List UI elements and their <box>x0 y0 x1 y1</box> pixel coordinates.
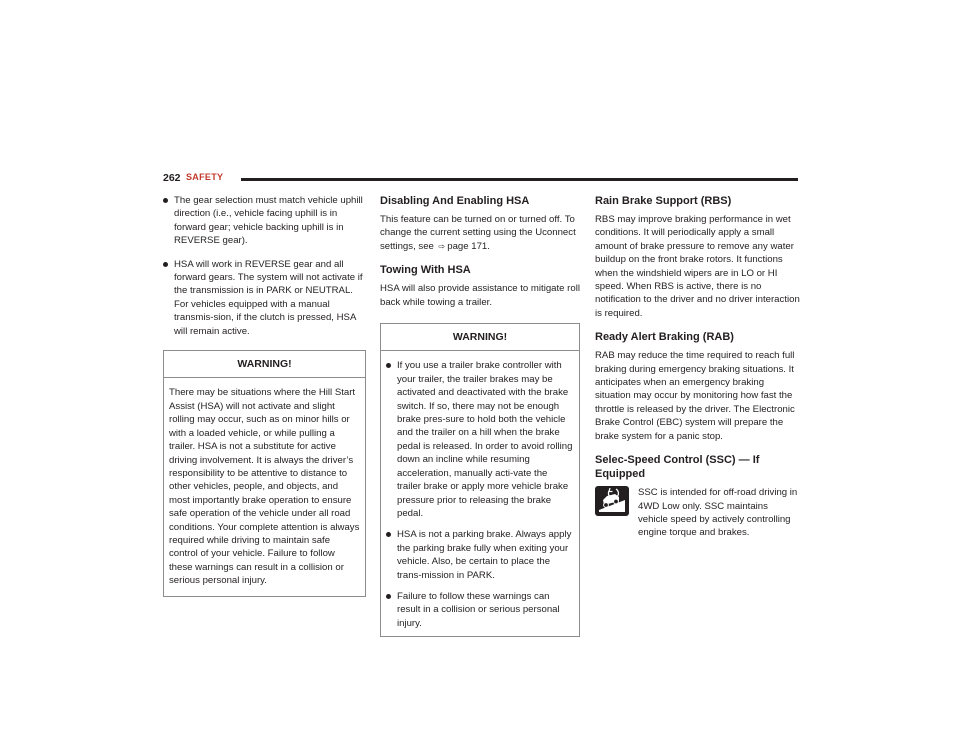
bullet-list <box>163 194 366 338</box>
list-item <box>163 194 366 248</box>
list-item-text: HSA is not a parking brake. Always apply the parking brake fully when exiting your vehicle. Also, be certain to place the trans-mission in PARK. <box>397 529 572 581</box>
ssc-description <box>595 486 800 540</box>
list-item-text: HSA will work in REVERSE gear and all forward gears. The system will not activate if the transmission is in PARK or NEUTRAL. For vehicles equipped with a manual transmis-sion, if the clutch is pressed, HSA will remain active. <box>174 258 363 337</box>
paragraph-text: This feature can be turned on or turned off. To change the current setting using the Uconnect settings, see <box>380 214 576 252</box>
warning-body <box>381 351 579 636</box>
list-item-text: The gear selection must match vehicle uphill direction (i.e., vehicle facing uphill is in forward gear; vehicle backing uphill is in REVERSE gear). <box>174 195 363 247</box>
column-2 <box>380 194 580 637</box>
page-header <box>163 172 798 188</box>
warning-bullet-list <box>386 359 574 630</box>
paragraph: RAB may reduce the time required to reach full braking during emergency braking situations. It anticipates when an emergency braking situation may occur by monitoring how fast the throttle is released by the driver. The Electronic Brake Control (EBC) system will prepare the brake system for a panic stop. <box>595 350 795 442</box>
heading-selec-speed-control: Selec-Speed Control (SSC) — If Equipped <box>595 454 760 481</box>
warning-box-hsa <box>163 350 366 597</box>
heading-disabling-enabling-hsa: Disabling And Enabling HSA <box>380 195 530 207</box>
list-item <box>163 258 366 338</box>
warning-box-trailer <box>380 323 580 637</box>
warning-body <box>164 378 365 595</box>
warning-title: WARNING! <box>164 351 365 378</box>
heading-rain-brake-support: Rain Brake Support (RBS) <box>595 195 732 207</box>
page-reference-link[interactable]: page 171. <box>447 240 490 252</box>
bullet-icon <box>386 594 391 599</box>
list-item <box>386 359 574 520</box>
list-item-text: Failure to follow these warnings can result in a collision or serious personal injury. <box>397 590 560 629</box>
column-1 <box>163 194 366 597</box>
ssc-downhill-vehicle-icon <box>595 486 629 516</box>
heading-ready-alert-braking: Ready Alert Braking (RAB) <box>595 331 734 344</box>
list-item-text: If you use a trailer brake controller with your trailer, the trailer brakes may be activated and deactivated with the brake switch. If so, there may not be enough brake pres-sure to hold both the vehicle and the trailer on a hill when the brake pedal is released. In order to avoid rolling down an incline while resuming acceleration, manually acti-vate the trailer brake or apply more vehicle brake pressure prior to releasing the brake pedal. <box>397 360 573 519</box>
warning-text: There may be situations where the Hill Start Assist (HSA) will not activate and slight rolling may occur, such as on minor hills or with a loaded vehicle, or while pulling a trailer. HSA is not a substitute for active driving involvement. It is always the driver’s responsibility to be attentive to distance to other vehicles, people, and objects, and most importantly brake operation to ensure safe operation of the vehicle under all road conditions. Your complete attention is always required while driving to maintain safe control of your vehicle. Failure to follow these warnings can result in a collision or serious personal injury. <box>169 387 360 587</box>
warning-title: WARNING! <box>381 324 579 351</box>
bullet-icon <box>386 532 391 537</box>
section-title: SAFETY <box>186 172 224 182</box>
paragraph: HSA will also provide assistance to mitigate roll back while towing a trailer. <box>380 283 580 308</box>
header-rule <box>241 178 798 181</box>
bullet-icon <box>163 198 168 203</box>
page-number: 262 <box>163 172 181 184</box>
paragraph <box>380 213 580 253</box>
list-item <box>386 528 574 582</box>
list-item <box>386 590 574 630</box>
ssc-text: SSC is intended for off-road driving in 4WD Low only. SSC maintains vehicle speed by actively controlling engine torque and brakes. <box>638 487 798 539</box>
bullet-icon <box>163 262 168 267</box>
column-3 <box>595 194 800 540</box>
page-reference-arrow-icon: ⇨ <box>438 241 446 251</box>
paragraph: RBS may improve braking performance in wet conditions. It will periodically apply a small amount of brake pressure to remove any water buildup on the front brake rotors. It functions when the windshield wipers are in LO or HI speed. When RBS is active, there is no notification to the driver and no driver interaction is required. <box>595 214 800 319</box>
bullet-icon <box>386 363 391 368</box>
heading-towing-with-hsa: Towing With HSA <box>380 264 471 277</box>
